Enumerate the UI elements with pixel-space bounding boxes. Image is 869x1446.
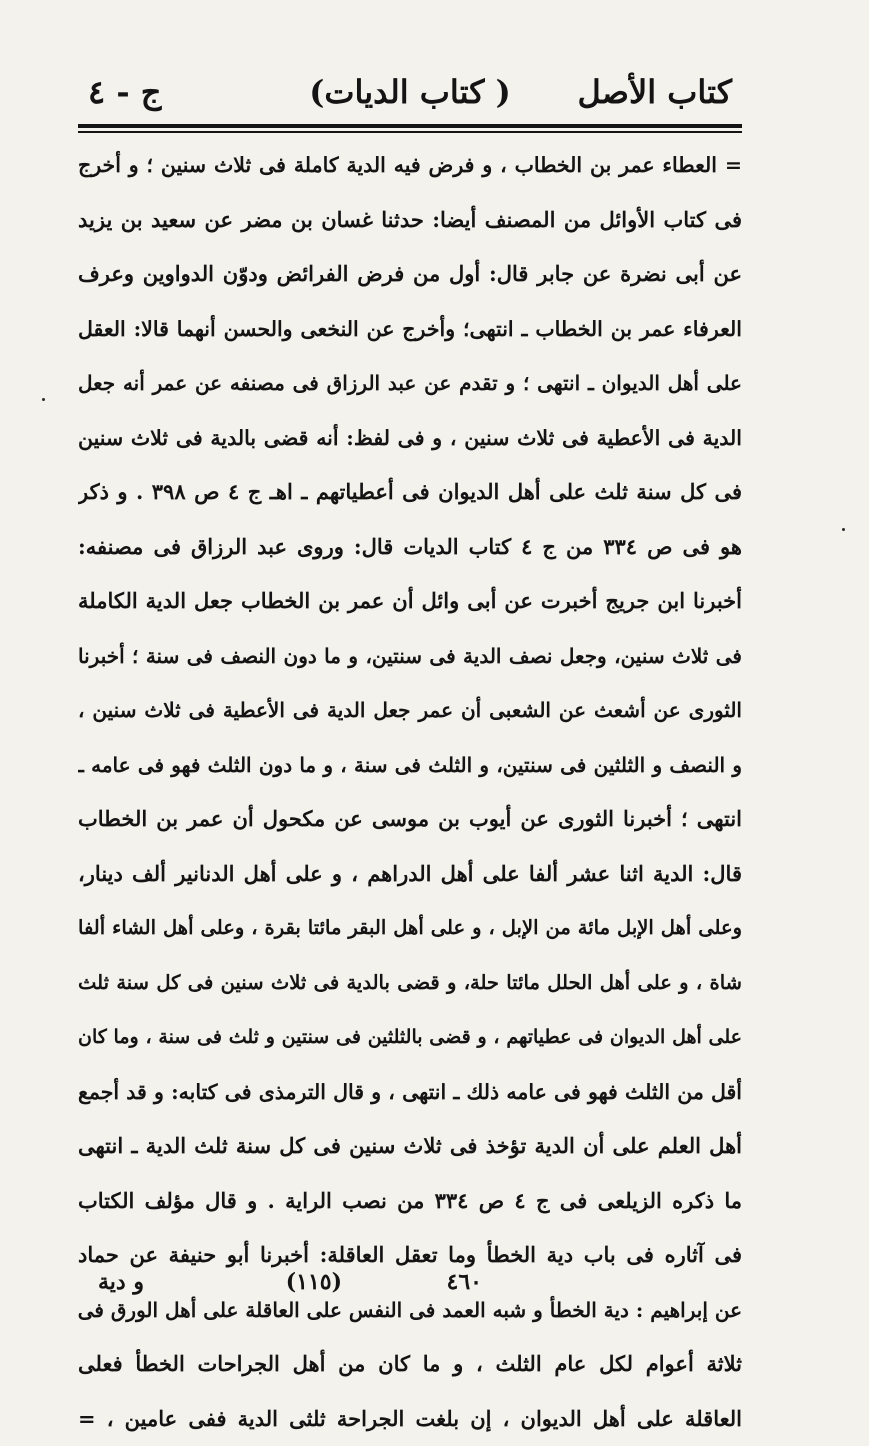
body-text bbox=[78, 138, 742, 1446]
catchword: و دية bbox=[98, 1262, 144, 1302]
volume-number: ج - ٤ bbox=[88, 72, 161, 112]
text-line: ما ذكره الزيلعى فى ج ٤ ص ٣٣٤ من نصب الراية . و قال مؤلف الكتاب bbox=[78, 1174, 742, 1229]
paper-speck bbox=[842, 528, 845, 531]
header-rule-thick bbox=[78, 124, 742, 128]
text-line: عن إبراهيم : دية الخطأ و شبه العمد فى النفس على العاقلة على أهل الورق فى bbox=[78, 1283, 742, 1338]
text-line: ثلاثة أعوام لكل عام الثلث ، و ما كان من أهل الجراحات الخطأ فعلى bbox=[78, 1337, 742, 1392]
page-number: ٤٦٠ bbox=[447, 1262, 482, 1302]
text-line: أخبرنا ابن جريج أخبرت عن أبى وائل أن عمر بن الخطاب جعل الدية الكاملة bbox=[78, 574, 742, 629]
text-line: شاة ، و على أهل الحلل مائتا حلة، و قضى بالدية فى ثلاث سنين فى كل سنة ثلث bbox=[78, 956, 742, 1011]
text-line: أقل من الثلث فهو فى عامه ذلك ـ انتهى ، و قال الترمذى فى كتابه: و قد أجمع bbox=[78, 1065, 742, 1120]
section-marker: (١١٥) bbox=[286, 1262, 342, 1302]
text-line: على أهل الديوان ـ انتهى ؛ و تقدم عن عبد الرزاق فى مصنفه عن عمر أنه جعل bbox=[78, 356, 742, 411]
text-line: فى آثاره فى باب دية الخطأ وما تعقل العاقلة: أخبرنا أبو حنيفة عن حماد bbox=[78, 1228, 742, 1283]
text-line: هو فى ص ٣٣٤ من ج ٤ كتاب الديات قال: وروى عبد الرزاق فى مصنفه: bbox=[78, 520, 742, 575]
text-line: العرفاء عمر بن الخطاب ـ انتهى؛ وأخرج عن النخعى والحسن أنهما قالا: العقل bbox=[78, 302, 742, 357]
header-rule-thin bbox=[78, 131, 742, 133]
text-line: فى ثلاث سنين، وجعل نصف الدية فى سنتين، و ما دون النصف فى سنة ؛ أخبرنا bbox=[78, 629, 742, 684]
chapter-title: ( كتاب الديات) bbox=[309, 72, 511, 112]
text-line: و النصف و الثلثين فى سنتين، و الثلث فى سنة ، و ما دون الثلث فهو فى عامه ـ bbox=[78, 738, 742, 793]
page-footer bbox=[78, 1262, 742, 1302]
text-line: فى كل سنة ثلث على أهل الديوان فى أعطياتهم ـ اهـ ج ٤ ص ٣٩٨ . و ذكر bbox=[78, 465, 742, 520]
text-line: العاقلة على أهل الديوان ، إن بلغت الجراحة ثلثى الدية ففى عامين ، = bbox=[78, 1392, 742, 1446]
text-line: قال: الدية اثنا عشر ألفا على أهل الدراهم ، و على أهل الدنانير ألف دينار، bbox=[78, 847, 742, 902]
text-line: انتهى ؛ أخبرنا الثورى عن أيوب بن موسى عن مكحول أن عمر بن الخطاب bbox=[78, 792, 742, 847]
book-title: كتاب الأصل bbox=[578, 72, 732, 112]
text-line: فى كتاب الأوائل من المصنف أيضا: حدثنا غسان بن مضر عن سعيد بن يزيد bbox=[78, 193, 742, 248]
paper-speck bbox=[42, 398, 45, 401]
text-line: على أهل الديوان فى عطياتهم ، و قضى بالثلثين فى سنتين و ثلث فى سنة ، وما كان bbox=[78, 1010, 742, 1065]
text-line: وعلى أهل الإبل مائة من الإبل ، و على أهل البقر مائتا بقرة ، وعلى أهل الشاء ألفا bbox=[78, 901, 742, 956]
text-line: = العطاء عمر بن الخطاب ، و فرض فيه الدية كاملة فى ثلاث سنين ؛ و أخرج bbox=[78, 138, 742, 193]
text-line: الثورى عن أشعث عن الشعبى أن عمر جعل الدية فى الأعطية فى ثلاث سنين ، bbox=[78, 683, 742, 738]
page-header bbox=[80, 68, 740, 118]
text-line: أهل العلم على أن الدية تؤخذ فى ثلاث سنين فى كل سنة ثلث الدية ـ انتهى bbox=[78, 1119, 742, 1174]
text-line: الدية فى الأعطية فى ثلاث سنين ، و فى لفظ: أنه قضى بالدية فى ثلاث سنين bbox=[78, 411, 742, 466]
text-line: عن أبى نضرة عن جابر قال: أول من فرض الفرائض ودوّن الدواوين وعرف bbox=[78, 247, 742, 302]
